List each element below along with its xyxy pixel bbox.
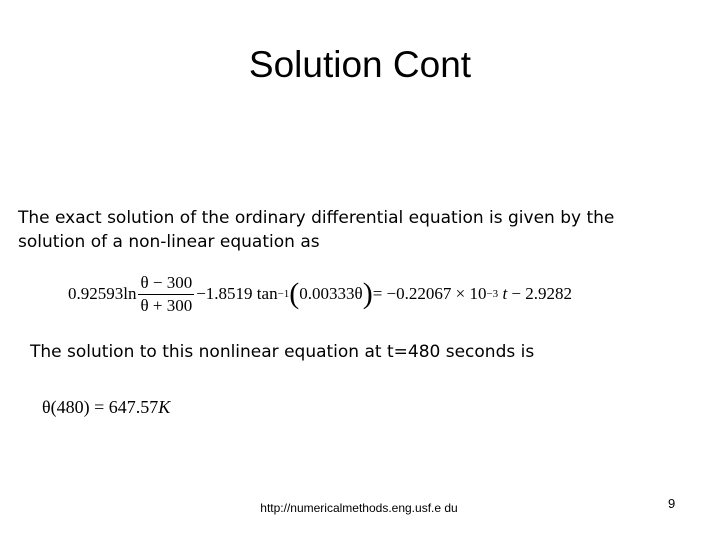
eq-rhs-exponent: −3 bbox=[486, 288, 499, 300]
eq-inverse-exponent: −1 bbox=[277, 288, 290, 300]
eq-numerator: θ − 300 bbox=[138, 273, 194, 295]
eq-paren-open: ( bbox=[289, 277, 300, 310]
eq-rhs-tail: − 2.9282 bbox=[511, 284, 573, 303]
result-text: The solution to this nonlinear equation at t=480 seconds is bbox=[30, 342, 535, 362]
result-lhs: θ(480) = 647.57 bbox=[42, 397, 159, 417]
slide-title: Solution Cont bbox=[248, 44, 472, 85]
eq-coef1: 0.92593ln bbox=[68, 284, 137, 303]
eq-middle: −1.8519 tan bbox=[196, 284, 278, 303]
eq-argument: 0.00333θ bbox=[299, 284, 363, 303]
result-equation bbox=[42, 397, 170, 418]
eq-fraction bbox=[138, 273, 194, 316]
eq-paren-close: ) bbox=[362, 277, 373, 310]
eq-denominator: θ + 300 bbox=[140, 295, 193, 315]
intro-line-1: The exact solution of the ordinary differential equation is given by the bbox=[18, 208, 615, 228]
eq-t-variable: t bbox=[502, 284, 508, 303]
intro-paragraph bbox=[18, 206, 668, 254]
page-number: 9 bbox=[668, 496, 676, 511]
footer-url: http://numericalmethods.eng.usf.e du bbox=[260, 501, 458, 515]
intro-line-2: solution of a non-linear equation as bbox=[18, 232, 320, 252]
result-unit: K bbox=[158, 397, 171, 417]
eq-rhs: = −0.22067 × 10 bbox=[372, 284, 487, 303]
nonlinear-equation bbox=[68, 268, 572, 320]
